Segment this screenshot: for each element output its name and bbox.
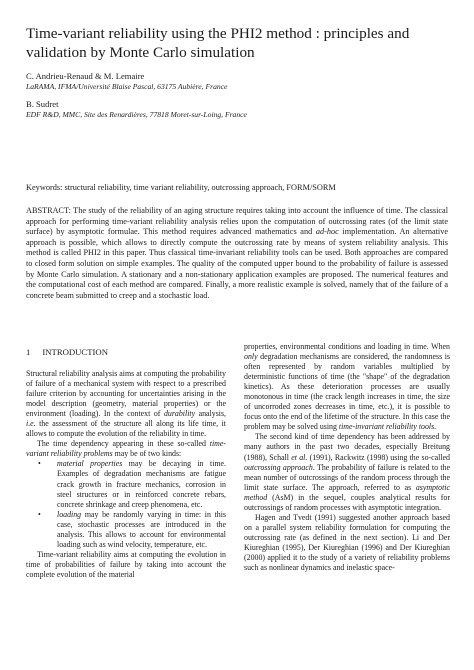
abstract xyxy=(26,206,448,301)
section-number: 1 xyxy=(26,347,31,357)
paragraph-text: The second kind of time dependency has been addressed by many authors in the past two decades, especially Breitung (1988), Schall xyxy=(244,432,450,462)
paragraph xyxy=(26,439,226,459)
paragraph-emphasis: only xyxy=(244,352,258,362)
author-line: C. Andrieu-Renaud & M. Lemaire xyxy=(26,71,145,81)
list-item-text: may be decaying in time. Examples of degradation mechanisms are fatigue crack growth in fracture mechanics, corrosion in steel structures or in reinforced concrete rebars, concrete shrinkage and creep phenomena, etc. xyxy=(57,459,226,509)
affiliation-line: EDF R&D, MMC, Site des Renardières, 77818 Moret-sur-Loing, France xyxy=(26,110,247,119)
paragraph-text: the assessment of the structure all along its life time, it allows to compute the evolution of the reliability in time. xyxy=(26,419,226,439)
paragraph-emphasis: durability xyxy=(163,409,196,419)
paragraph-text: The time dependency appearing in these so-called xyxy=(37,439,210,449)
paragraph-text: . The probability of failure is related to the mean number of outcrossings of the random process through the limit state surface. The approach, referred to as xyxy=(244,462,451,492)
paragraph-emphasis: et al. xyxy=(291,452,308,462)
abstract-text: implementation. An alternative approach is possible, which allows to directly compute the outcrossing rate by means of system reliability analysis. This method is called PHI2 in this paper. Thus classical time-invariant reliability tools can be used. Both approaches are compared to closed form solution on simple examples. The quality of the computed upper bound to the probability of failure is assessed by Monte Carlo simulation. A stationary and a non-stationary application examples are proposed. The numerical features and the computational cost of each method are compared. Finally, a more realistic example is solved, namely that of the failure of a concrete beam submitted to creep and a stochastic load. xyxy=(26,227,448,300)
paragraph-emphasis: outcrossing approach xyxy=(244,462,313,472)
bullet-icon: • xyxy=(38,509,41,519)
paragraph-text: (AsM) in the sequel, couples analytical results for outcrossings of random processes with asymptotic integration. xyxy=(244,492,450,512)
list-item xyxy=(26,510,226,550)
affiliation-line: LaRAMA, IFMA/Université Blaise Pascal, 63175 Aubière, France xyxy=(26,82,228,91)
paragraph-text: (1991), Rackwitz (1998) using the so-called xyxy=(307,452,450,462)
section-heading xyxy=(26,347,108,357)
bullet-icon: • xyxy=(38,459,41,469)
bullet-list xyxy=(26,459,226,549)
paragraph-emphasis: time-invariant reliability tools xyxy=(338,422,435,432)
paragraph-emphasis: i.e. xyxy=(26,419,36,429)
paragraph-text: properties, environmental conditions and loading in time. When xyxy=(244,342,450,351)
list-item-emphasis: material properties xyxy=(57,459,123,469)
paragraph xyxy=(244,342,450,432)
abstract-emphasis: ad-hoc xyxy=(315,227,339,237)
paragraph-text: . xyxy=(434,422,437,432)
keywords: Keywords: structural reliability, time variant reliability, outcrossing approach, FORM/SORM xyxy=(26,183,336,192)
paragraph: Hagen and Tvedt (1991) suggested another approach based on a parallel system reliability formulation for computing the outcrossing rate (as defined in the next section). Li and Der Kiureghian (1995), Der Kiureghian (1996) and Der Kiureghian (2000) applied it to the study of a variety of reliability problems such as nonlinear dynamics and inelastic space- xyxy=(244,512,450,573)
paragraph-emphasis: time-variant reliability problems xyxy=(26,439,226,459)
paragraph-text: degradation mechanisms are considered, the randomness is often represented by random variables multiplied by deterministic functions of time (the "shape" of the degradation kinetics). As these deterioration processes are usually monotonous in time (the crack length increases in time, the size of uncorroded zones decreases in time, etc.), it is possible to focus onto the end of the lifetime of the structure. In this case the problem may be solved using xyxy=(244,352,450,432)
list-item xyxy=(26,459,226,509)
right-column xyxy=(244,342,450,573)
paragraph xyxy=(244,432,450,512)
list-item-emphasis: loading xyxy=(57,509,82,519)
paragraph-text: analysis, xyxy=(195,409,226,419)
list-item-text: may be randomly varying in time: in this case, stochastic processes are introduced in the analysis. This allows to account for environmental loading such as wind velocity, temperature, etc. xyxy=(57,509,226,549)
paragraph xyxy=(26,369,226,439)
paragraph-emphasis: asymptotic method xyxy=(244,482,450,502)
left-column xyxy=(26,369,226,580)
section-title: INTRODUCTION xyxy=(42,347,108,357)
abstract-text: ABSTRACT: The study of the reliability of an aging structure requires taking into account the influence of time. The classical approach for performing time-variant reliability analysis relies upon the computation of outcrossing rates (of the limit state surface) by asymptotic formulae. This method requires advanced mathematics and xyxy=(26,206,448,237)
paragraph: Time-variant reliability aims at computing the evolution in time of probabilities of failure by taking into account the complete evolution of the material xyxy=(26,549,226,579)
paper-title: Time-variant reliability using the PHI2 method : principles and validation by Monte Carlo simulation xyxy=(26,25,410,61)
paragraph-text: Structural reliability analysis aims at computing the probability of failure of a mechanical system with respect to a prescribed failure criterion by accounting for uncertainties arising in the model description (geometry, material properties) or the environment (loading). In the context of xyxy=(26,369,226,419)
paragraph-text: may be of two kinds: xyxy=(112,449,182,459)
author-line: B. Sudret xyxy=(26,99,59,109)
